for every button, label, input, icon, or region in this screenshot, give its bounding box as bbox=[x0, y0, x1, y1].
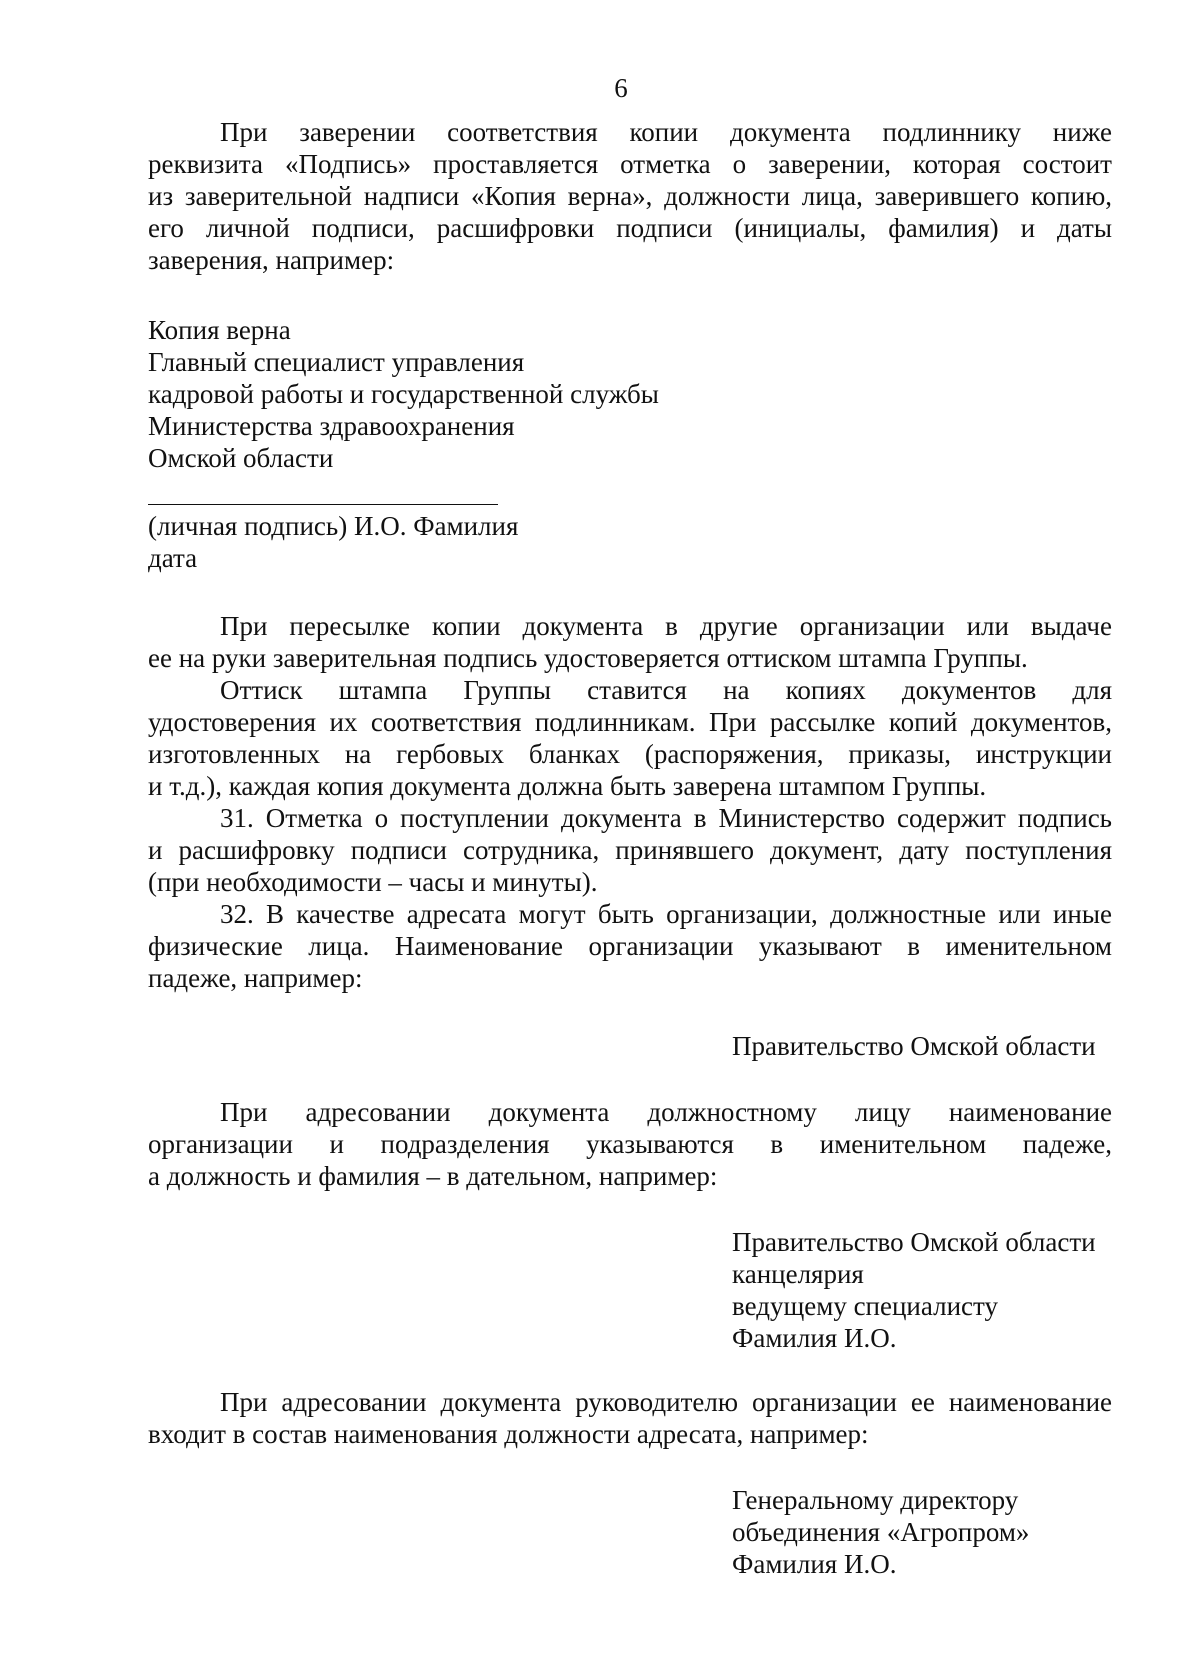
paragraph-line: 32. В качестве адресата могут быть организации, должностные или иные bbox=[220, 899, 1112, 929]
example-line: Правительство Омской области bbox=[732, 1227, 1096, 1257]
example-line: канцелярия bbox=[732, 1259, 864, 1289]
paragraph-line: а должность и фамилия – в дательном, например: bbox=[148, 1161, 718, 1191]
paragraph-line: организации и подразделения указываются в именительном падеже, bbox=[148, 1129, 1112, 1159]
paragraph-line: Оттиск штампа Группы ставится на копиях документов для bbox=[220, 675, 1112, 705]
date-caption: дата bbox=[148, 543, 198, 573]
paragraph-line: и расшифровку подписи сотрудника, принявшего документ, дату поступления bbox=[148, 835, 1112, 865]
paragraph-official-addressing bbox=[148, 1096, 1112, 1192]
paragraph-line: При адресовании документа руководителю организации ее наименование bbox=[220, 1387, 1112, 1417]
example-copy-certification bbox=[148, 314, 1112, 474]
paragraph-line: заверения, например: bbox=[148, 245, 395, 275]
page-number: 6 bbox=[614, 73, 628, 103]
paragraph-line: реквизита «Подпись» проставляется отметка о заверении, которая состоит bbox=[148, 149, 1112, 179]
example-line: кадровой работы и государственной службы bbox=[148, 379, 659, 409]
paragraph-32 bbox=[148, 898, 1112, 994]
example-line: Правительство Омской области bbox=[732, 1031, 1096, 1061]
example-line: Копия верна bbox=[148, 315, 291, 345]
signature-caption: (личная подпись) И.О. Фамилия bbox=[148, 511, 519, 541]
paragraph-line: изготовленных на гербовых бланках (распоряжения, приказы, инструкции bbox=[148, 739, 1112, 769]
signature-captions bbox=[148, 510, 1112, 574]
paragraph-line: ее на руки заверительная подпись удостоверяется оттиском штампа Группы. bbox=[148, 643, 1028, 673]
paragraph-forwarding bbox=[148, 610, 1112, 674]
paragraph-line: При заверении соответствия копии документа подлиннику ниже bbox=[220, 117, 1112, 147]
paragraph-line: При адресовании документа должностному лицу наименование bbox=[220, 1097, 1112, 1127]
example-line: Генеральному директору bbox=[732, 1485, 1019, 1515]
example-line: объединения «Агропром» bbox=[732, 1517, 1030, 1547]
example-director-address bbox=[732, 1484, 1112, 1580]
paragraph-line: из заверительной надписи «Копия верна», должности лица, заверившего копию, bbox=[148, 181, 1112, 211]
paragraph-line: его личной подписи, расшифровки подписи (инициалы, фамилия) и даты bbox=[148, 213, 1112, 243]
paragraph-31 bbox=[148, 802, 1112, 898]
example-line: Омской области bbox=[148, 443, 334, 473]
example-line: Главный специалист управления bbox=[148, 347, 525, 377]
example-official-address bbox=[732, 1226, 1112, 1354]
paragraph-line: удостоверения их соответствия подлинникам. При рассылке копий документов, bbox=[148, 707, 1112, 737]
example-organization-address bbox=[732, 1030, 1112, 1062]
paragraph-head-addressing bbox=[148, 1386, 1112, 1450]
paragraph-line: физические лица. Наименование организации указывают в именительном bbox=[148, 931, 1112, 961]
paragraph-stamp bbox=[148, 674, 1112, 802]
example-line: Фамилия И.О. bbox=[732, 1549, 897, 1579]
signature-line bbox=[148, 504, 498, 505]
example-line: Министерства здравоохранения bbox=[148, 411, 515, 441]
paragraph-line: (при необходимости – часы и минуты). bbox=[148, 867, 598, 897]
paragraph-line: входит в состав наименования должности адресата, например: bbox=[148, 1419, 869, 1449]
paragraph-certification bbox=[148, 116, 1112, 276]
paragraph-line: падеже, например: bbox=[148, 963, 363, 993]
paragraph-line: При пересылке копии документа в другие организации или выдаче bbox=[220, 611, 1112, 641]
example-line: ведущему специалисту bbox=[732, 1291, 998, 1321]
paragraph-line: и т.д.), каждая копия документа должна быть заверена штампом Группы. bbox=[148, 771, 987, 801]
paragraph-line: 31. Отметка о поступлении документа в Министерство содержит подпись bbox=[220, 803, 1112, 833]
example-line: Фамилия И.О. bbox=[732, 1323, 897, 1353]
